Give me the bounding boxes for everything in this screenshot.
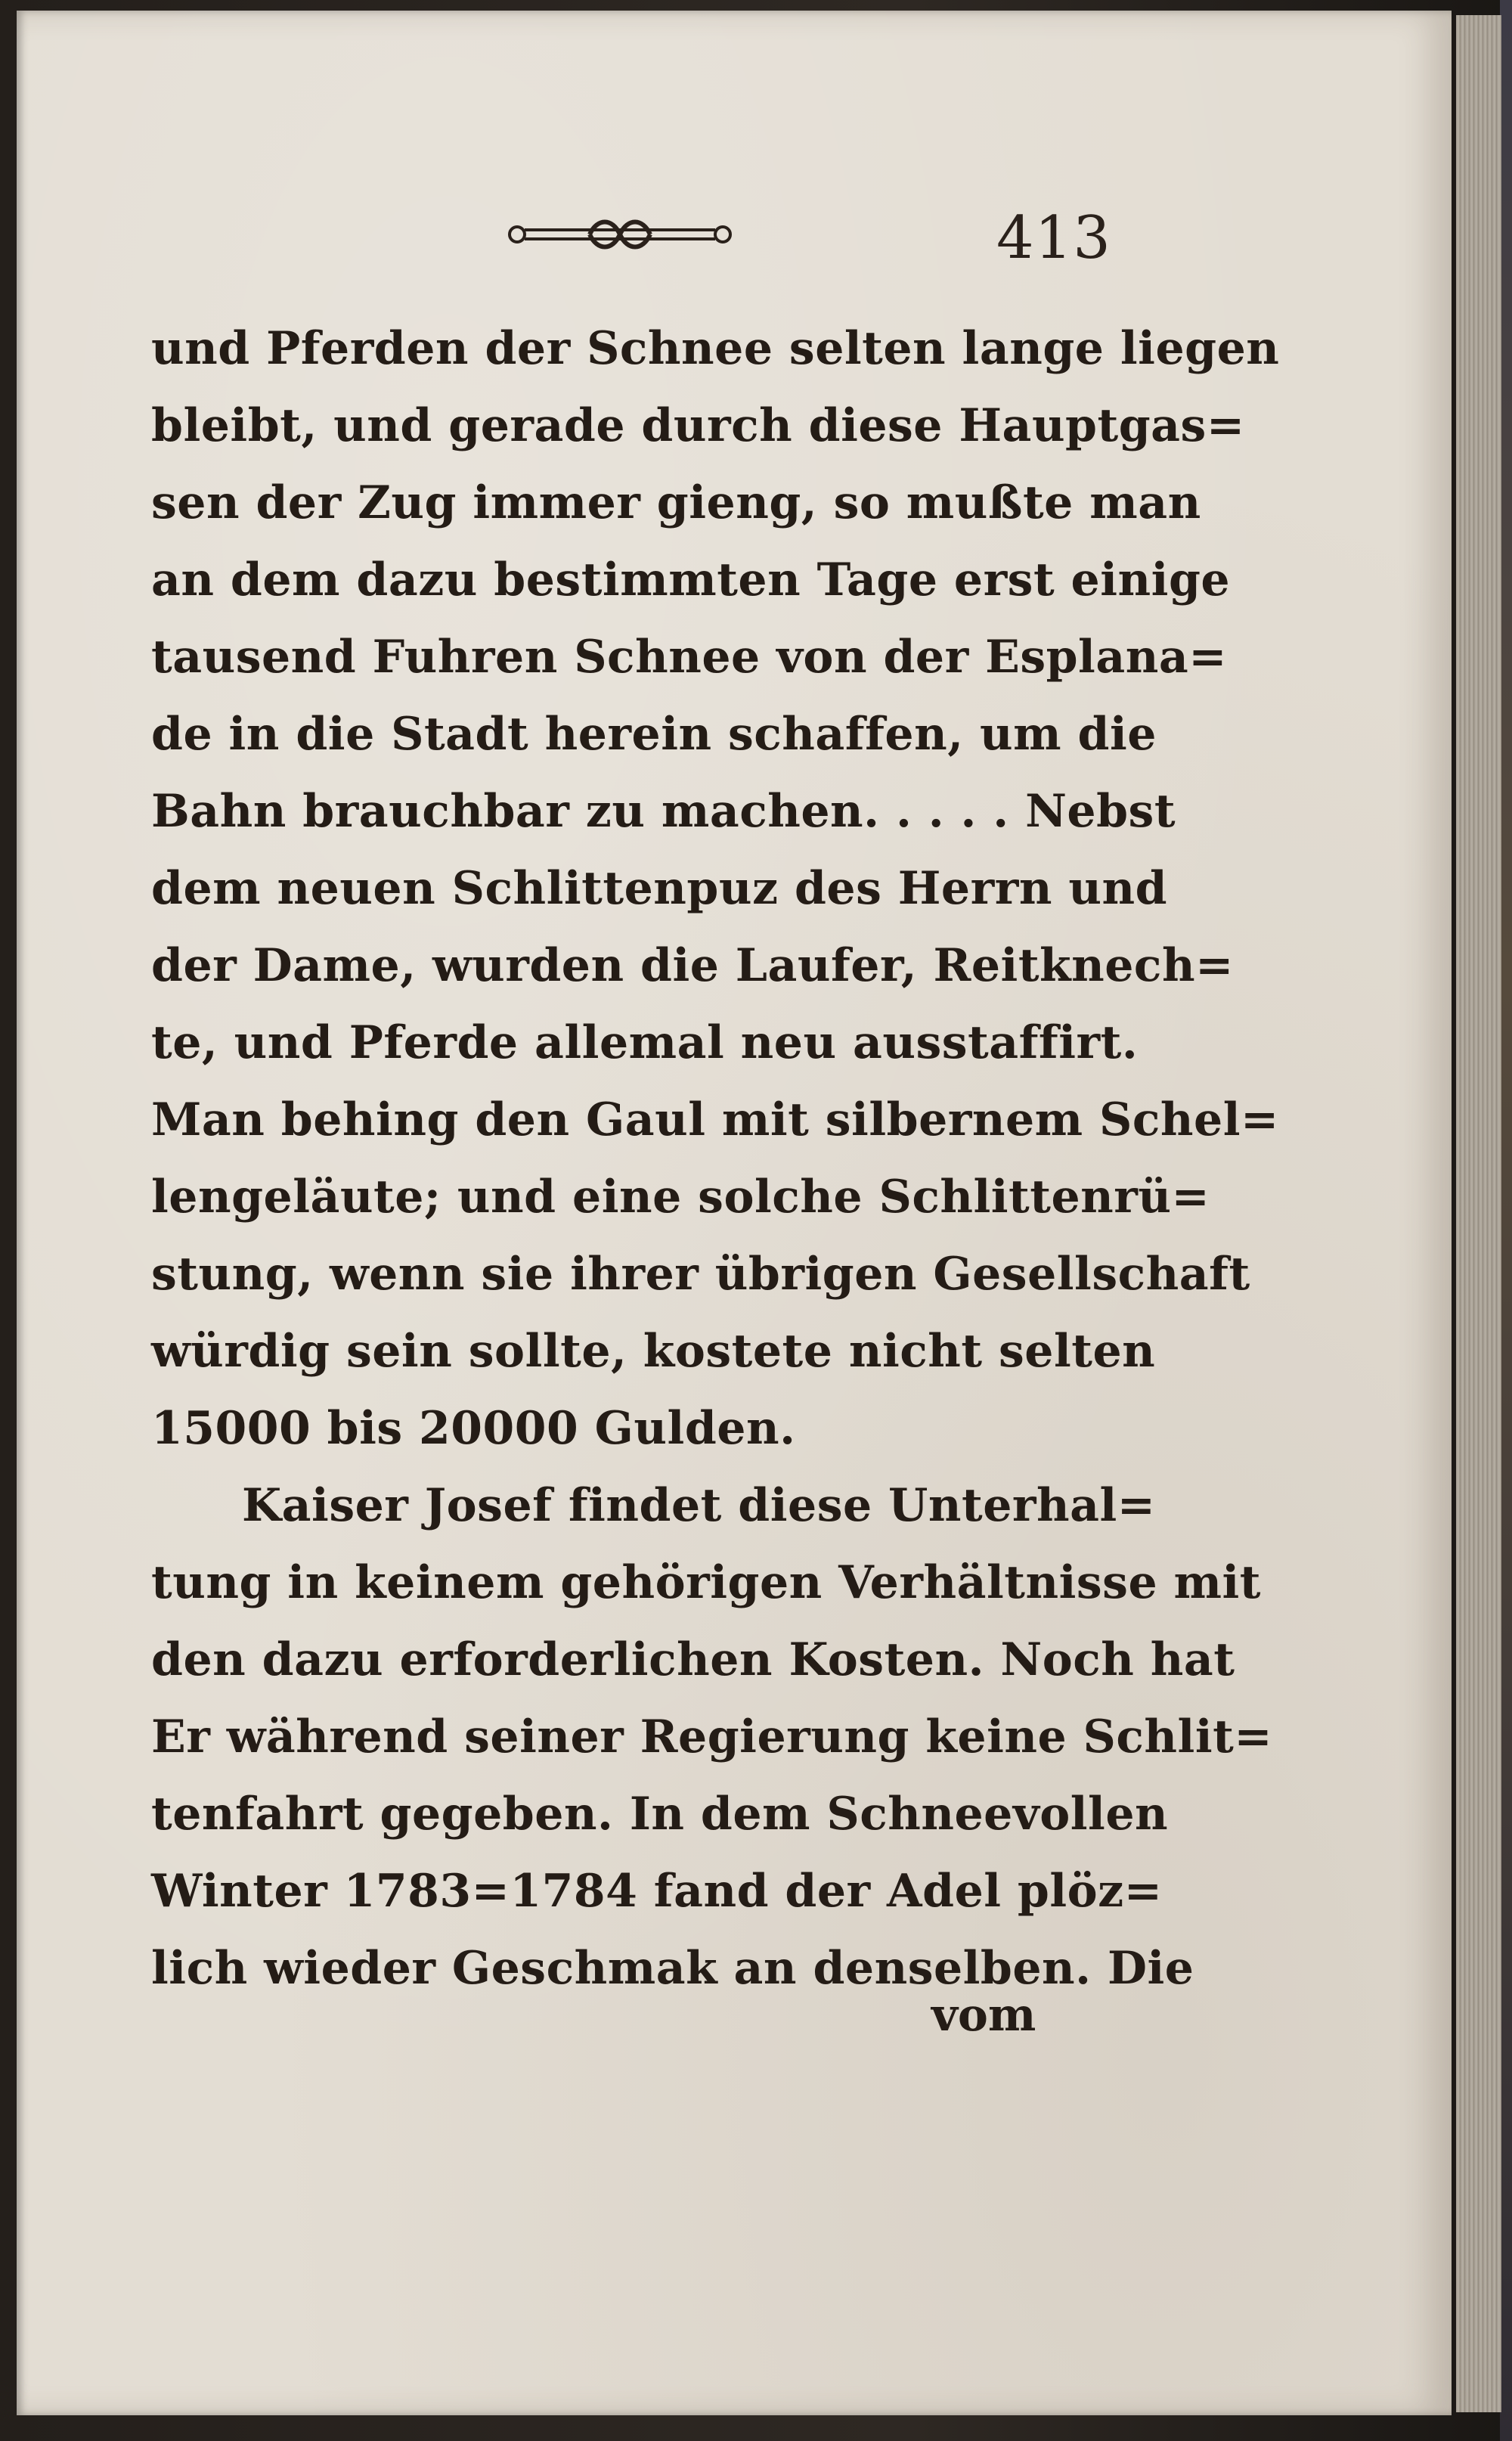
paragraph-start-line: Kaiser Josef findet diese Unterhal= bbox=[242, 1479, 1156, 1532]
text-line: lengeläute; und eine solche Schlittenrü= bbox=[151, 1171, 1210, 1224]
text-line: dem neuen Schlittenpuz des Herrn und bbox=[151, 862, 1168, 915]
text-line: tausend Fuhren Schnee von der Esplana= bbox=[151, 631, 1227, 684]
catchword: vom bbox=[931, 1989, 1036, 2042]
text-line: Winter 1783=1784 fand der Adel plöz= bbox=[151, 1865, 1163, 1918]
text-line: tung in keinem gehörigen Verhältnisse mit bbox=[151, 1556, 1261, 1609]
text-line: Bahn brauchbar zu machen. . . . . Nebst bbox=[151, 785, 1176, 838]
text-line: te, und Pferde allemal neu ausstaffirt. bbox=[151, 1016, 1139, 1069]
page-number: 413 bbox=[996, 204, 1111, 272]
text-line: der Dame, wurden die Laufer, Reitknech= bbox=[151, 939, 1234, 992]
text-line: lich wieder Geschmak an denselben. Die bbox=[151, 1942, 1194, 1995]
text-line: sen der Zug immer gieng, so mußte man bbox=[151, 476, 1201, 529]
text-line: an dem dazu bestimmten Tage erst einige bbox=[151, 554, 1231, 606]
text-line: würdig sein sollte, kostete nicht selten bbox=[151, 1325, 1156, 1378]
page-stack-edge bbox=[1456, 15, 1501, 2412]
text-line: den dazu erforderlichen Kosten. Noch hat bbox=[151, 1633, 1235, 1686]
text-line: Man behing den Gaul mit silbernem Schel= bbox=[151, 1093, 1279, 1146]
book-cover-edge bbox=[1500, 0, 1512, 2441]
text-line: stung, wenn sie ihrer übrigen Gesellschaft bbox=[151, 1248, 1250, 1301]
printer-ornament-icon bbox=[507, 212, 733, 257]
text-line: Er während seiner Regierung keine Schlit= bbox=[151, 1711, 1273, 1763]
text-line: bleibt, und gerade durch diese Hauptgas= bbox=[151, 399, 1245, 452]
text-line: tenfahrt gegeben. In dem Schneevollen bbox=[151, 1788, 1169, 1841]
text-line: de in die Stadt herein schaffen, um die bbox=[151, 708, 1157, 761]
paragraph-end-line: 15000 bis 20000 Gulden. bbox=[151, 1402, 796, 1455]
text-line: und Pferden der Schnee selten lange liegen bbox=[151, 322, 1280, 375]
body-text bbox=[151, 310, 1280, 2007]
